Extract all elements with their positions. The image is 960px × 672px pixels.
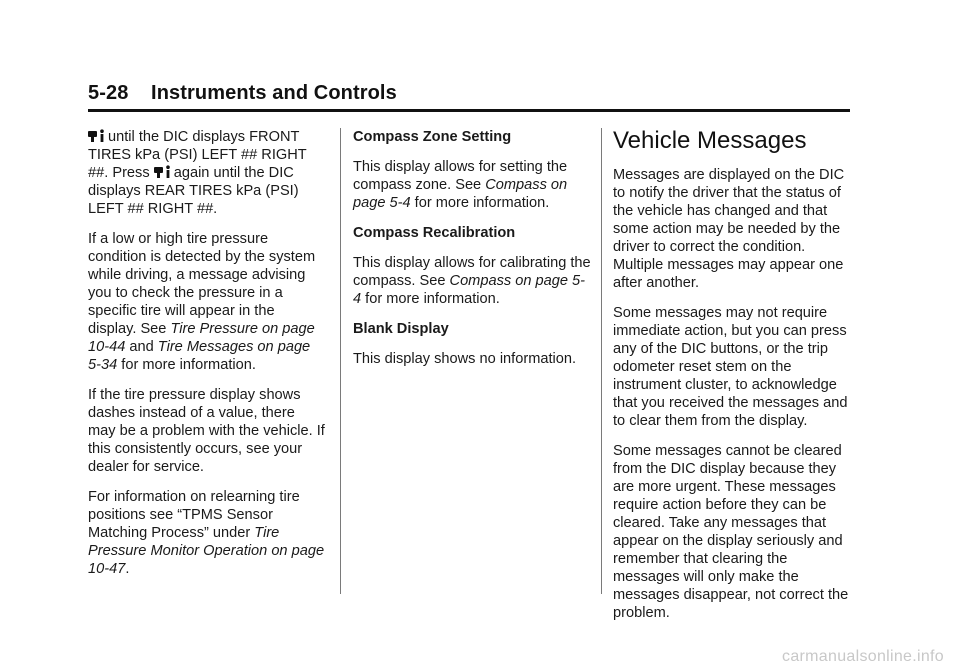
paragraph-compass-recalibration: This display allows for calibrating the compass. See Compass on page 5-4 for more information. bbox=[353, 255, 591, 307]
paragraph-blank-display: This display shows no information. bbox=[353, 351, 577, 367]
link-compass[interactable]: Compass on page 5-4 bbox=[353, 273, 586, 307]
vehicle-info-icon bbox=[88, 129, 107, 142]
paragraph-acknowledge: Some messages may not require immediate action, but you can press any of the DIC buttons, or the trip odometer reset stem on the instrument cluster, to acknowledge that you received the messages and to clear them from the display. bbox=[613, 305, 848, 429]
paragraph-dashes: If the tire pressure display shows dashes instead of a value, there may be a problem with the vehicle. If this consistently occurs, see your dealer for service. bbox=[88, 387, 325, 475]
link-tire-pressure[interactable]: Tire Pressure on page 10-44 bbox=[88, 321, 315, 355]
section-heading: Vehicle Messages bbox=[613, 127, 807, 154]
link-tpms-operation[interactable]: Tire Pressure Monitor Operation on page 10-47 bbox=[88, 525, 325, 577]
paragraph-messages-intro: Messages are displayed on the DIC to notify the driver that the status of the vehicle has changed and that some action may be needed by the driver to correct the condition. Multiple messages may appear one after another. bbox=[613, 167, 845, 291]
column-divider bbox=[601, 128, 602, 594]
page-title: 5-28 Instruments and Controls bbox=[88, 82, 397, 104]
link-compass[interactable]: Compass on page 5-4 bbox=[353, 177, 568, 211]
column-divider bbox=[340, 128, 341, 594]
column-left bbox=[88, 128, 326, 590]
column-middle bbox=[353, 128, 591, 380]
page-header bbox=[88, 82, 850, 112]
column-right bbox=[613, 128, 853, 634]
paragraph-compass-zone: This display allows for setting the compass zone. See Compass on page 5-4 for more information. bbox=[353, 159, 568, 211]
watermark: carmanualsonline.info bbox=[782, 648, 944, 665]
paragraph-relearning: For information on relearning tire positions see “TPMS Sensor Matching Process” under Tire Pressure Monitor Operation on page 10-47. bbox=[88, 489, 325, 577]
vehicle-info-icon bbox=[154, 165, 173, 178]
subheading-compass-recalibration: Compass Recalibration bbox=[353, 225, 516, 241]
header-rule bbox=[88, 109, 850, 112]
paragraph-tpms-display: until the DIC displays FRONT TIRES kPa (PSI) LEFT ## RIGHT ##. Press again until the DIC displays REAR TIRES kPa (PSI) LEFT ## RIGHT ##. bbox=[88, 129, 307, 217]
paragraph-low-pressure: If a low or high tire pressure condition is detected by the system while driving, a message advising you to check the pressure in a specific tire will appear in the display. See Tire Pressure on page 10-44 and Tire Messages on page 5-34 for more information. bbox=[88, 231, 316, 373]
subheading-blank-display: Blank Display bbox=[353, 321, 449, 337]
link-tire-messages[interactable]: Tire Messages on page 5-34 bbox=[88, 339, 311, 373]
subheading-compass-zone: Compass Zone Setting bbox=[353, 129, 512, 145]
paragraph-urgent-messages: Some messages cannot be cleared from the DIC display because they are more urgent. These messages require action before they can be cleared. Take any messages that appear on the display seriously and remember that clearing the messages will only make the messages disappear, not correct the problem. bbox=[613, 443, 849, 621]
